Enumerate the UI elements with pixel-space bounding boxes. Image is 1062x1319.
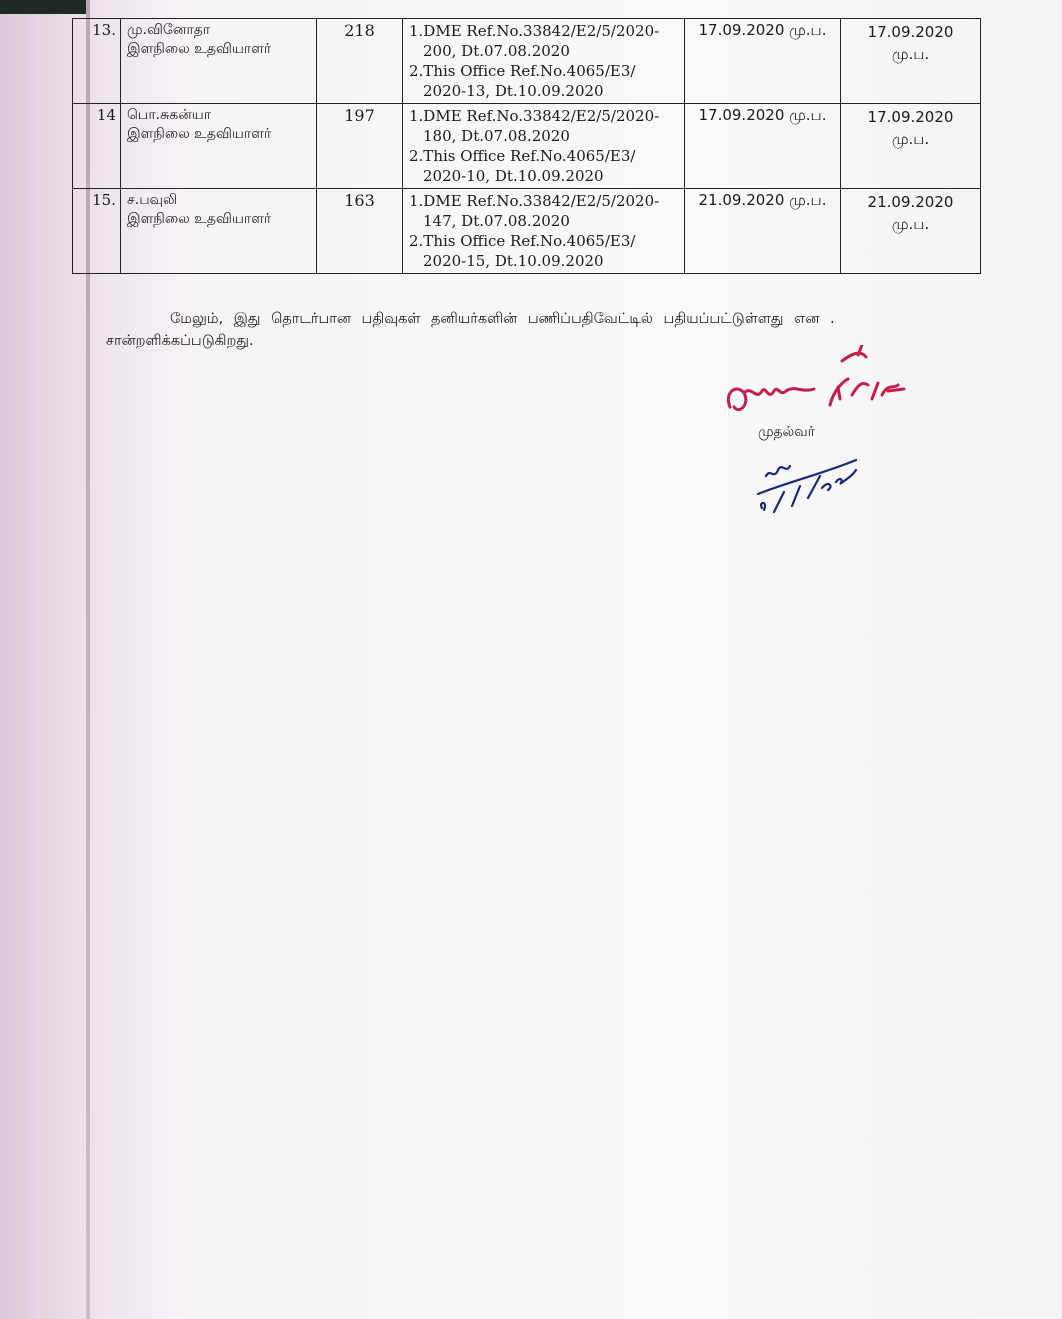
number-cell — [317, 104, 403, 189]
reference-2-date: 2020-13, Dt.10.09.2020 — [423, 82, 604, 100]
staff-designation: இளநிலை உதவியாளர் — [127, 126, 272, 142]
date-cell-2 — [841, 19, 981, 104]
date-cell-1 — [685, 189, 841, 274]
serial-number-cell — [73, 189, 121, 274]
relieving-date: 21.09.2020 மு.ப. — [698, 191, 827, 209]
serial-number-cell — [73, 19, 121, 104]
reference-1-date: 147, Dt.07.08.2020 — [423, 212, 570, 230]
table-row — [73, 19, 981, 104]
staff-designation: இளநிலை உதவியாளர் — [127, 211, 272, 227]
joining-session: மு.ப. — [891, 130, 930, 148]
staff-designation: இளநிலை உதவியாளர் — [127, 41, 272, 57]
number-cell — [317, 189, 403, 274]
date-cell-1 — [685, 19, 841, 104]
reference-cell — [403, 104, 685, 189]
staff-table — [72, 18, 981, 274]
relieving-date: 17.09.2020 மு.ப. — [698, 21, 827, 39]
principal-signature — [722, 345, 922, 425]
name-cell — [121, 19, 317, 104]
serial-number: 15. — [92, 191, 116, 209]
relieving-date: 17.09.2020 மு.ப. — [698, 106, 827, 124]
serial-number: 14 — [96, 106, 116, 124]
joining-session: மு.ப. — [891, 45, 930, 63]
joining-date: 17.09.2020 — [867, 23, 954, 41]
reference-2-date: 2020-10, Dt.10.09.2020 — [423, 167, 604, 185]
staff-number: 163 — [344, 191, 375, 210]
name-cell — [121, 104, 317, 189]
date-cell-2 — [841, 104, 981, 189]
paragraph-line-1: மேலும், இது தொடர்பான பதிவுகள் தனியர்களின் பணிப்பதிவேட்டில் பதியப்பட்டுள்ளது என . — [170, 311, 835, 327]
joining-date: 17.09.2020 — [867, 108, 954, 126]
designation-principal: முதல்வர் — [758, 424, 815, 440]
staff-name: பொ.சுகன்யா — [127, 107, 212, 123]
joining-session: மு.ப. — [891, 215, 930, 233]
reference-cell — [403, 189, 685, 274]
scan-edge — [0, 0, 88, 14]
reference-1: 1.DME Ref.No.33842/E2/5/2020- — [409, 192, 660, 210]
reference-1-date: 180, Dt.07.08.2020 — [423, 127, 570, 145]
name-cell — [121, 189, 317, 274]
staff-name: மு.வினோதா — [127, 22, 211, 38]
reference-1: 1.DME Ref.No.33842/E2/5/2020- — [409, 107, 660, 125]
joining-date: 21.09.2020 — [867, 193, 954, 211]
table-row — [73, 189, 981, 274]
table-row — [73, 104, 981, 189]
reference-2: 2.This Office Ref.No.4065/E3/ — [409, 232, 636, 250]
date-cell-1 — [685, 104, 841, 189]
reference-2: 2.This Office Ref.No.4065/E3/ — [409, 147, 636, 165]
reference-2-date: 2020-15, Dt.10.09.2020 — [423, 252, 604, 270]
reference-2: 2.This Office Ref.No.4065/E3/ — [409, 62, 636, 80]
reference-1-date: 200, Dt.07.08.2020 — [423, 42, 570, 60]
serial-number-cell — [73, 104, 121, 189]
serial-number: 13. — [92, 21, 116, 39]
paragraph-line-2: சான்றளிக்கப்படுகிறது. — [106, 333, 254, 349]
number-cell — [317, 19, 403, 104]
dated-initial — [748, 446, 868, 526]
date-cell-2 — [841, 189, 981, 274]
staff-name: ச.பவுலி — [127, 192, 178, 208]
staff-number: 218 — [344, 21, 375, 40]
reference-1: 1.DME Ref.No.33842/E2/5/2020- — [409, 22, 660, 40]
staff-number: 197 — [344, 106, 375, 125]
reference-cell — [403, 19, 685, 104]
